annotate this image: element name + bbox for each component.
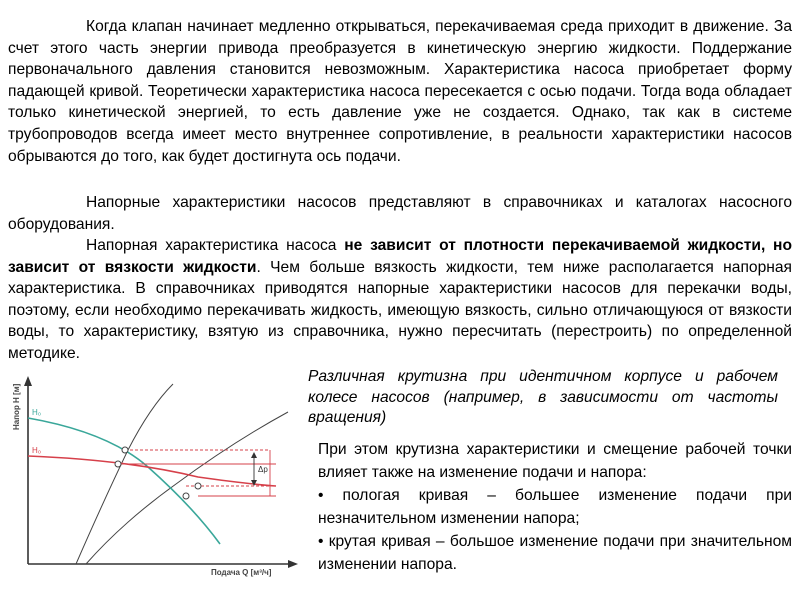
notes-block	[318, 438, 792, 576]
x-axis-arrow	[288, 560, 298, 568]
operating-point-2	[115, 461, 121, 467]
system-curve-steep	[76, 384, 173, 564]
chart-caption: Различная крутизна при идентичном корпусе и рабочем колесе насосов (например, в зависимости от частоты вращения)	[308, 368, 778, 426]
x-axis-label: Подача Q [м³/ч]	[211, 568, 272, 577]
paragraph-viscosity	[8, 235, 792, 365]
paragraph-viscosity-start: Напорная характеристика насоса	[86, 237, 337, 254]
operating-point-3	[183, 493, 189, 499]
notes-bullet-steep: • крутая кривая – большое изменение подачи при значительном изменении напора.	[318, 533, 792, 573]
pump-curve-chart	[8, 372, 298, 582]
y-axis-label: Напор H [м]	[12, 383, 21, 430]
operating-point-1	[122, 447, 128, 453]
notes-bullet-flat: • пологая кривая – большее изменение подачи при незначительном изменении напора;	[318, 487, 792, 527]
paragraph-viscosity-end: . Чем больше вязкость жидкости, тем ниже располагается напорная характеристика. В справочниках приводятся напорные характеристики насосов для перекачки воды, поэтому, если необходимо перекачивать жидкость, имеющую вязкость, сильно отличающуюся от вязкости воды, то характеристику, взятую из справочника, нужно пересчитать (перестроить) по определенной методике.	[8, 258, 792, 362]
delta-p-label: Δp	[258, 465, 268, 474]
label-h0-red: H₀	[32, 446, 42, 455]
operating-point-4	[195, 483, 201, 489]
paragraph-viscosity-bold: не зависит от плотности перекачиваемой жидкости, но зависит от вязкости жидкости	[8, 237, 792, 276]
notes-intro: При этом крутизна характеристики и смещение рабочей точки влияет также на изменение подачи и напора:	[318, 441, 792, 481]
y-axis-arrow	[24, 376, 32, 386]
paragraph-catalogs: Напорные характеристики насосов представляют в справочниках и каталогах насосного оборудования.	[8, 194, 792, 233]
system-curve-flat	[86, 412, 288, 564]
paragraph-intro: Когда клапан начинает медленно открываться, перекачиваемая среда приходит в движение. За счет этого часть энергии привода преобразуется в кинетическую энергию жидкости. Поддержание первоначального давления становится невозможным. Характеристика насоса приобретает форму падающей кривой. Теоретически характеристика насоса пересекается с осью подачи. Тогда вода обладает только кинетической энергией, то есть давление уже не создается. Однако, так как в системе трубопроводов всегда имеет место внутреннее сопротивление, в реальности характеристики насосов обрываются до того, как будет достигнута ось подачи.	[8, 18, 792, 165]
delta-p-arrow-top	[251, 452, 257, 458]
label-h0-green: H₀	[32, 408, 42, 417]
